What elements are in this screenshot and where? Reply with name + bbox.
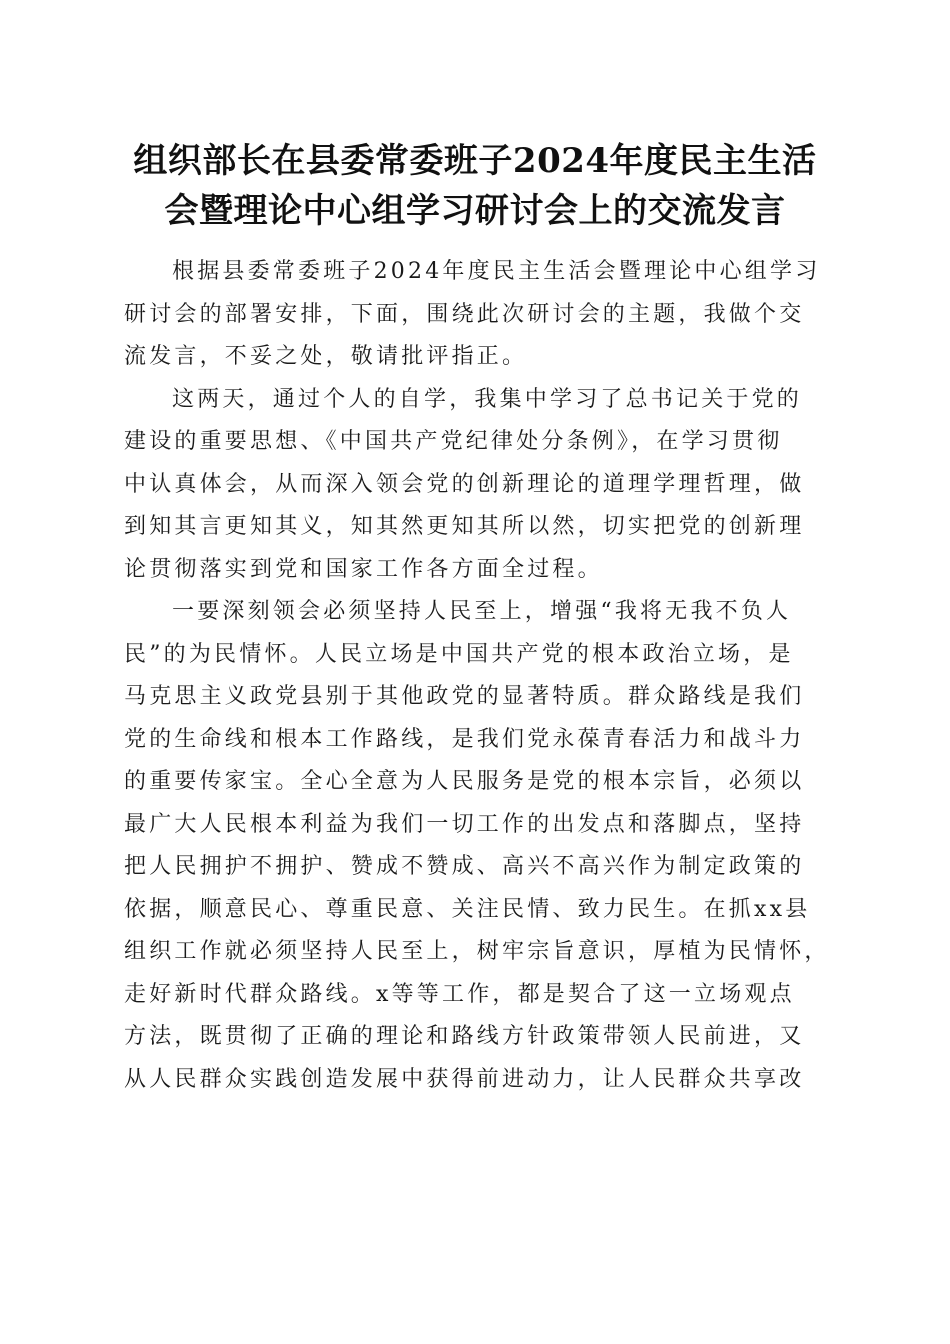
text-line: 方法，既贯彻了正确的理论和路线方针政策带领人民前进，又 [124,1024,805,1049]
paragraph-intro [124,251,826,379]
text-line: 流发言，不妥之处，敬请批评指正。 [124,344,528,369]
text-line: 组织工作就必须坚持人民至上，树牢宗旨意识，厚植为民情怀， [124,939,830,964]
text-line: 这两天，通过个人的自学，我集中学习了总书记关于党的 [172,386,803,412]
title-line: 组织部长在县委常委班子2024年度民主生活 [133,141,817,181]
text-line: 到知其言更知其义，知其然更知其所以然，切实把党的创新理 [124,514,805,539]
text-line: 民”的为民情怀。人民立场是中国共产党的根本政治立场，是 [124,641,794,667]
text-line: 建设的重要思想、《中国共产党纪律处分条例》，在学习贯彻 [124,429,783,454]
document-body [124,251,830,1101]
paragraph-people-first [124,591,830,1101]
text-line: 走好新时代群众路线。x等等工作，都是契合了这一立场观点 [124,981,795,1007]
text-line: 研讨会的部署安排，下面，围绕此次研讨会的主题，我做个交 [124,301,805,327]
text-line: 党的生命线和根本工作路线，是我们党永葆青春活力和战斗力 [124,726,805,752]
text-line: 根据县委常委班子2024年度民主生活会暨理论中心组学习 [172,259,821,284]
text-line: 论贯彻落实到党和国家工作各方面全过程。 [124,556,603,582]
paragraph-study [124,379,826,592]
title-line: 会暨理论中心组学习研讨会上的交流发言 [164,191,786,231]
text-line: 从人民群众实践创造发展中获得前进动力，让人民群众共享改 [124,1066,805,1092]
text-line: 中认真体会，从而深入领会党的创新理论的道理学理哲理，做 [124,471,805,497]
document-title [100,136,850,236]
text-line: 的重要传家宝。全心全意为人民服务是党的根本宗旨，必须以 [124,769,805,794]
text-line: 依据，顺意民心、尊重民意、关注民情、致力民生。在抓xx县 [124,896,811,922]
text-line: 一要深刻领会必须坚持人民至上，增强“我将无我不负人 [172,599,792,624]
text-line: 把人民拥护不拥护、赞成不赞成、高兴不高兴作为制定政策的 [124,854,805,879]
text-line: 马克思主义政党县别于其他政党的显著特质。群众路线是我们 [124,684,805,709]
text-line: 最广大人民根本利益为我们一切工作的出发点和落脚点，坚持 [124,811,805,837]
